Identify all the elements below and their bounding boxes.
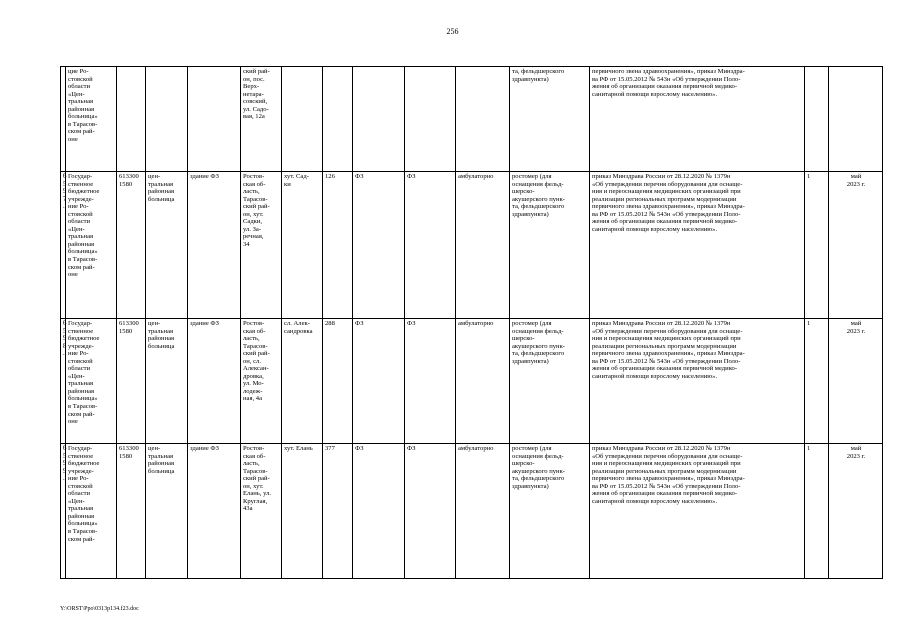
cell-text-line: акушерского пунк- (512, 342, 565, 350)
cell-locality (282, 67, 323, 172)
cell-law-b (405, 67, 456, 172)
cell-text-line: здравпункта) (512, 75, 549, 83)
cell-code (117, 67, 146, 172)
cell-equipment (510, 319, 590, 444)
cell-text-line: ский рай- (243, 203, 270, 211)
cell-text-line: санитарной помощи взрослому населению». (592, 225, 718, 233)
cell-text-line: он, хут. (243, 210, 264, 218)
cell-row-number: 6597. (61, 172, 66, 319)
cell-text-line: Круглая, (243, 497, 268, 505)
cell-text-line: ние Ро- (68, 203, 89, 211)
cell-text-line: акушерского пунк- (512, 195, 565, 203)
cell-text-line: речная, (243, 233, 264, 241)
cell-text-line: ственное (68, 180, 94, 188)
cell-law-a: ФЗ (353, 172, 405, 319)
cell-text-line: Садки, (243, 218, 263, 226)
cell-text-line: он, пос. (243, 75, 265, 83)
cell-text-line: сандровка (284, 327, 313, 335)
cell-text-line: он, хут. (243, 482, 264, 490)
cell-text-line: «Цен- (68, 497, 85, 505)
cell-building (188, 67, 241, 172)
cell-text-line: Тарасов- (243, 467, 268, 475)
cell-text-line: ская об- (243, 327, 266, 335)
cell-text-line: Тарасов- (243, 195, 268, 203)
cell-care-type (456, 67, 510, 172)
cell-population: 288 (323, 319, 353, 444)
cell-text-line: май (850, 320, 862, 327)
cell-text-line: оснащения фельд- (512, 327, 564, 335)
cell-text-line: стовской (68, 75, 93, 83)
cell-text-line: Алексан- (243, 365, 269, 373)
cell-text-line: акушерского пунк- (512, 467, 565, 475)
cell-text-line: тральная (68, 380, 94, 388)
cell-text-line: в Тарасов- (68, 120, 98, 128)
cell-text-line: районная (148, 335, 175, 343)
cell-text-line: тральная (68, 505, 94, 513)
cell-facility-type (146, 67, 188, 172)
cell-building (188, 319, 241, 444)
cell-text-line: «Цен- (68, 90, 85, 98)
cell-text-line: Тарасов- (243, 342, 268, 350)
cell-text-line: цен- (148, 320, 161, 327)
cell-law-b: ФЗ (405, 444, 456, 579)
cell-text-line: шерско- (512, 188, 535, 196)
cell-text-line: хут. Сад- (284, 173, 309, 180)
cell-text-line: районная (148, 460, 175, 468)
cell-text-line: 1580 (119, 452, 133, 460)
cell-code (117, 319, 146, 444)
cell-text-line: районная (68, 512, 95, 520)
cell-text-line: 613300 (119, 173, 139, 180)
cell-text-line: тральная (148, 180, 174, 188)
cell-equipment (510, 444, 590, 579)
cell-text-line: оснащения фельд- (512, 180, 564, 188)
cell-text-line: Ростов- (243, 173, 265, 180)
table-row (61, 172, 883, 319)
cell-text-line: ственное (68, 327, 94, 335)
cell-order (590, 172, 805, 319)
cell-text-line: жения об организации оказания первичной медико- (592, 365, 738, 373)
cell-text-line: области (68, 83, 91, 91)
cell-text-line: бюджетное (68, 460, 100, 468)
cell-text-line: ласть, (243, 335, 260, 343)
cell-law-b: ФЗ (405, 319, 456, 444)
cell-population: 126 (323, 172, 353, 319)
cell-text-line: районная (148, 188, 175, 196)
cell-text-line: 34 (243, 240, 250, 248)
cell-order (590, 67, 805, 172)
cell-organization (66, 67, 117, 172)
cell-locality (282, 444, 323, 579)
cell-text-line: бюджетное (68, 335, 100, 343)
cell-text-line: стовской (68, 357, 93, 365)
cell-text-line: здание ФЗ (190, 320, 219, 327)
cell-organization (66, 319, 117, 444)
cell-text-line: ва РФ от 15.05.2012 № 543н «Об утверждении Поло- (592, 357, 741, 365)
cell-text-line: реализации региональных программ модернизации (592, 467, 737, 475)
cell-text-line: стовской (68, 482, 93, 490)
cell-law-a: ФЗ (353, 319, 405, 444)
cell-date (829, 172, 883, 319)
cell-text-line: ва РФ от 15.05.2012 № 543н «Об утверждении Поло- (592, 75, 741, 83)
cell-text-line: учрежде- (68, 342, 94, 350)
cell-text-line: хут. Елань (284, 445, 313, 452)
cell-equipment (510, 67, 590, 172)
cell-text-line: 43а (243, 505, 253, 513)
cell-population (323, 67, 353, 172)
cell-text-line: приказ Минздрава России от 28.12.2020 № 1379н (592, 173, 731, 180)
table-row (61, 319, 883, 444)
cell-text-line: в Тарасов- (68, 403, 98, 411)
cell-text-line: тральная (68, 98, 94, 106)
cell-address (241, 67, 282, 172)
cell-text-line: оснащения фельд- (512, 452, 564, 460)
cell-text-line: 2023 г. (846, 180, 866, 188)
cell-row-number: 6599. (61, 444, 66, 579)
cell-text-line: Государ- (68, 320, 93, 327)
cell-quantity: 1 (805, 444, 829, 579)
cell-text-line: ки (284, 180, 291, 188)
cell-text-line: дровка, (243, 372, 264, 380)
footer-path: Y:\ORST\Ppo\0313p134.f23.doc (60, 606, 139, 612)
cell-text-line: тральная (148, 452, 174, 460)
cell-order (590, 444, 805, 579)
cell-address (241, 444, 282, 579)
cell-text-line: 613300 (119, 320, 139, 327)
cell-text-line: здание ФЗ (190, 173, 219, 180)
cell-text-line: 1580 (119, 327, 133, 335)
cell-organization (66, 172, 117, 319)
cell-text-line: здание ФЗ (190, 445, 219, 452)
cell-text-line: санитарной помощи взрослому населению». (592, 90, 718, 98)
cell-text-line: «Цен- (68, 372, 85, 380)
cell-text-line: ская об- (243, 180, 266, 188)
cell-law-a (353, 67, 405, 172)
cell-text-line: вая, 12а (243, 113, 265, 121)
cell-text-line: реализации региональных программ модернизации (592, 195, 737, 203)
cell-text-line: ва РФ от 15.05.2012 № 543н «Об утверждении Поло- (592, 482, 741, 490)
cell-text-line: ул. Садо- (243, 105, 269, 113)
registry-table (60, 66, 883, 579)
cell-text-line: ния и переоснащения медицинских организаций при (592, 460, 741, 468)
cell-text-line: май (850, 445, 862, 452)
cell-text-line: больница» (68, 520, 98, 528)
cell-date (829, 319, 883, 444)
cell-code (117, 172, 146, 319)
cell-date (829, 444, 883, 579)
cell-care-type: амбулаторно (456, 319, 510, 444)
cell-text-line: приказ Минздрава России от 28.12.2020 № 1379н (592, 320, 731, 327)
cell-text-line: тральная (68, 233, 94, 241)
cell-text-line: первичного звена здравоохранения», приказ Минздра- (592, 68, 745, 75)
cell-law-a: ФЗ (353, 444, 405, 579)
cell-text-line: Государ- (68, 173, 93, 180)
cell-building (188, 172, 241, 319)
cell-text-line: «Цен- (68, 225, 85, 233)
cell-text-line: жения об организации оказания первичной медико- (592, 218, 738, 226)
cell-text-line: ростомер (для (512, 173, 552, 180)
cell-order (590, 319, 805, 444)
cell-text-line: цен- (148, 173, 161, 180)
cell-text-line: первичного звена здравоохранения», приказ Минздра- (592, 203, 745, 211)
cell-text-line: ская об- (243, 452, 266, 460)
cell-facility-type (146, 172, 188, 319)
table-row (61, 444, 883, 579)
cell-quantity (805, 67, 829, 172)
cell-text-line: он, сл. (243, 357, 261, 365)
cell-text-line: области (68, 490, 91, 498)
cell-text-line: больница (148, 195, 175, 203)
cell-text-line: стовской (68, 210, 93, 218)
cell-text-line: ул. Мо- (243, 380, 264, 388)
cell-text-line: та, фельдшерского (512, 203, 565, 211)
cell-text-line: учрежде- (68, 467, 94, 475)
cell-text-line: ная, 4а (243, 395, 263, 403)
page-number: 256 (446, 27, 459, 36)
cell-law-b: ФЗ (405, 172, 456, 319)
cell-text-line: санитарной помощи взрослому населению». (592, 372, 718, 380)
cell-text-line: шерско- (512, 460, 535, 468)
cell-text-line: та, фельдшерского (512, 475, 565, 483)
cell-facility-type (146, 444, 188, 579)
cell-address (241, 319, 282, 444)
cell-text-line: в Тарасов- (68, 256, 98, 264)
cell-text-line: цие Ро- (68, 68, 89, 75)
cell-text-line: ский рай- (243, 350, 270, 358)
cell-text-line: ние Ро- (68, 350, 89, 358)
cell-text-line: здравпункта) (512, 357, 549, 365)
cell-text-line: сл. Алек- (284, 320, 310, 327)
cell-text-line: ском рай- (68, 410, 95, 418)
cell-text-line: приказ Минздрава России от 28.12.2020 № 1379н (592, 445, 731, 452)
cell-equipment (510, 172, 590, 319)
cell-text-line: реализации региональных программ модернизации (592, 342, 737, 350)
cell-text-line: ния и переоснащения медицинских организаций при (592, 335, 741, 343)
cell-population: 377 (323, 444, 353, 579)
table-row (61, 67, 883, 172)
cell-quantity: 1 (805, 172, 829, 319)
cell-text-line: ский рай- (243, 68, 270, 75)
cell-text-line: ственное (68, 452, 94, 460)
cell-text-line: здравпункта) (512, 482, 549, 490)
cell-text-line: лодеж- (243, 387, 263, 395)
cell-building (188, 444, 241, 579)
cell-text-line: бюджетное (68, 188, 100, 196)
cell-text-line: Елань, ул. (243, 490, 272, 498)
cell-text-line: первичного звена здравоохранения», приказ Минздра- (592, 350, 745, 358)
cell-quantity: 1 (805, 319, 829, 444)
cell-text-line: области (68, 218, 91, 226)
cell-text-line: области (68, 365, 91, 373)
cell-text-line: ском рай- (68, 535, 95, 543)
cell-text-line: больница (148, 342, 175, 350)
cell-organization (66, 444, 117, 579)
cell-text-line: жения об организации оказания первичной медико- (592, 490, 738, 498)
cell-text-line: больница» (68, 113, 98, 121)
cell-text-line: больница» (68, 395, 98, 403)
cell-text-line: в Тарасов- (68, 528, 98, 536)
cell-text-line: та, фельдшерского (512, 68, 565, 75)
cell-text-line: совский, (243, 98, 268, 106)
cell-text-line: первичного звена здравоохранения», приказ Минздра- (592, 475, 745, 483)
cell-text-line: 613300 (119, 445, 139, 452)
cell-text-line: та, фельдшерского (512, 350, 565, 358)
cell-row-number: 6598. (61, 319, 66, 444)
cell-text-line: ростомер (для (512, 445, 552, 452)
cell-text-line: ском рай- (68, 128, 95, 136)
cell-text-line: ский рай- (243, 475, 270, 483)
cell-text-line: ние Ро- (68, 475, 89, 483)
cell-text-line: больница (148, 467, 175, 475)
cell-text-line: ния и переоснащения медицинских организаций при (592, 188, 741, 196)
cell-text-line: ва РФ от 15.05.2012 № 543н «Об утверждении Поло- (592, 210, 741, 218)
cell-text-line: тральная (148, 327, 174, 335)
cell-text-line: ском рай- (68, 263, 95, 271)
cell-text-line: ростомер (для (512, 320, 552, 327)
cell-text-line: Верх- (243, 83, 260, 91)
cell-text-line: ласть, (243, 460, 260, 468)
cell-text-line: Ростов- (243, 320, 265, 327)
cell-text-line: ласть, (243, 188, 260, 196)
cell-text-line: районная (68, 387, 95, 395)
cell-care-type: амбулаторно (456, 172, 510, 319)
cell-locality (282, 172, 323, 319)
cell-text-line: «Об утверждении перечня оборудования для оснаще- (592, 180, 743, 188)
cell-text-line: май (850, 173, 862, 180)
cell-text-line: 2023 г. (846, 452, 866, 460)
cell-text-line: Ростов- (243, 445, 265, 452)
cell-text-line: оне (68, 271, 78, 279)
cell-locality (282, 319, 323, 444)
cell-text-line: больница» (68, 248, 98, 256)
cell-text-line: учрежде- (68, 195, 94, 203)
cell-text-line: Государ- (68, 445, 93, 452)
cell-text-line: районная (68, 240, 95, 248)
cell-text-line: цен- (148, 445, 161, 452)
cell-address (241, 172, 282, 319)
cell-text-line: шерско- (512, 335, 535, 343)
cell-code (117, 444, 146, 579)
cell-text-line: районная (68, 105, 95, 113)
cell-text-line: «Об утверждении перечня оборудования для оснаще- (592, 327, 743, 335)
cell-text-line: нетара- (243, 90, 264, 98)
cell-text-line: санитарной помощи взрослому населению». (592, 497, 718, 505)
table-body (61, 67, 883, 579)
cell-facility-type (146, 319, 188, 444)
cell-text-line: жения об организации оказания первичной медико- (592, 83, 738, 91)
cell-text-line: оне (68, 418, 78, 426)
cell-text-line: ул. За- (243, 225, 262, 233)
cell-text-line: оне (68, 135, 78, 143)
cell-text-line: 2023 г. (846, 327, 866, 335)
cell-text-line: 1580 (119, 180, 133, 188)
cell-care-type: амбулаторно (456, 444, 510, 579)
cell-text-line: «Об утверждении перечня оборудования для оснаще- (592, 452, 743, 460)
cell-date (829, 67, 883, 172)
cell-text-line: здравпункта) (512, 210, 549, 218)
